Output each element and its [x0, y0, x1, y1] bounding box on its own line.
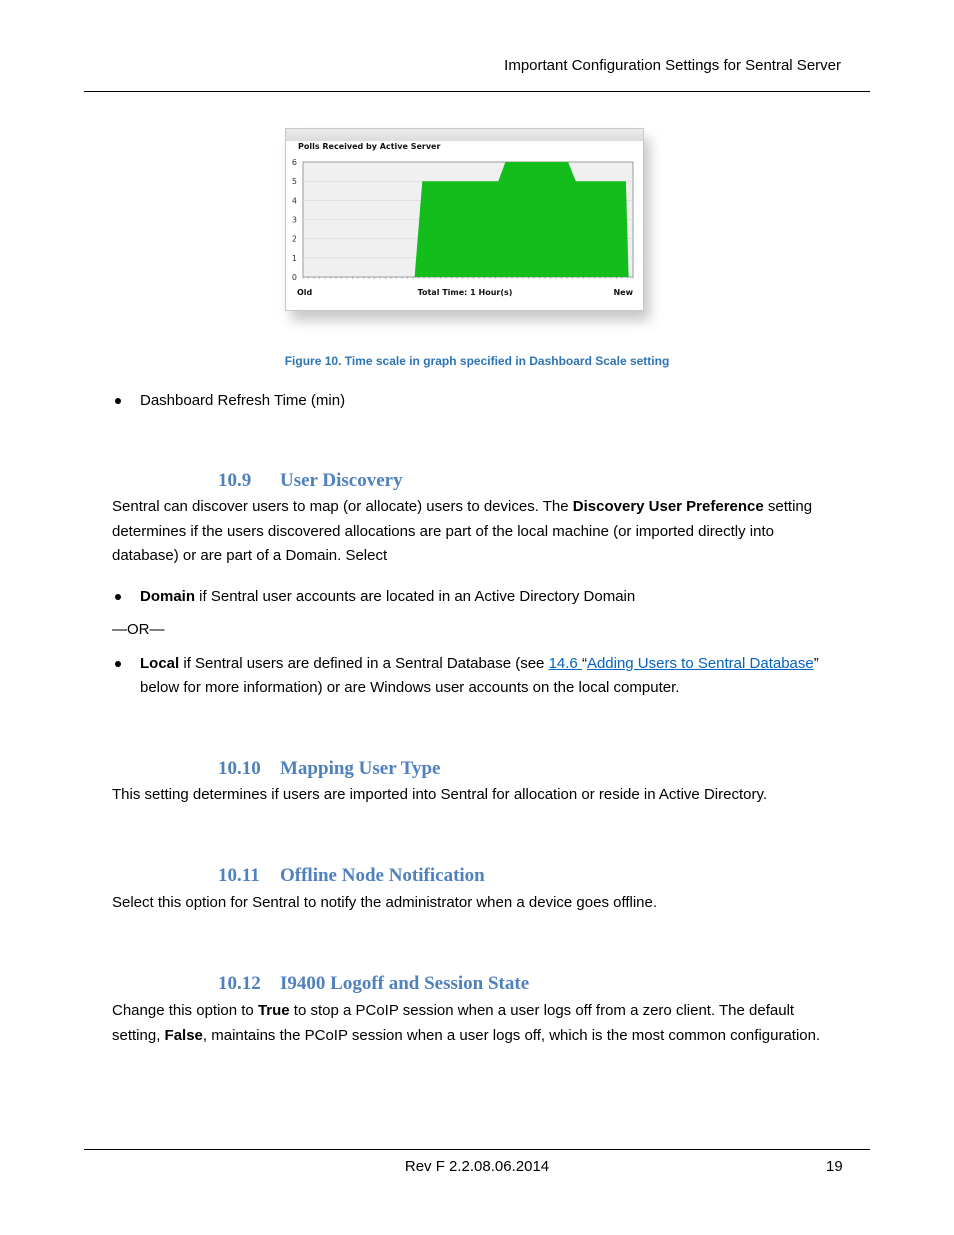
x-axis-label: Total Time: 1 Hour(s) — [417, 288, 513, 297]
text-line: below for more information) or are Windows user accounts on the local computer. — [140, 679, 680, 696]
text-run: setting — [763, 498, 813, 515]
section-number: 10.10 — [218, 758, 261, 779]
x-axis-ticks — [303, 277, 633, 279]
text-run: “ — [581, 655, 587, 672]
text-run: Change this option to — [112, 1002, 258, 1019]
bold-term: Domain — [140, 588, 196, 605]
figure-10 — [285, 128, 644, 311]
paragraph-user-discovery — [112, 495, 812, 569]
y-tick-label: 1 — [291, 253, 297, 263]
section-title: User Discovery — [280, 470, 403, 491]
text-run: to stop a PCoIP session when a user logs off from a zero client. The default — [289, 1002, 795, 1019]
bold-term: False — [164, 1026, 203, 1044]
text-run: Sentral can discover users to map (or allocate) users to devices. The — [112, 498, 573, 515]
section-link-14-6[interactable]: 14.6 — [548, 655, 582, 672]
bold-term: Local — [140, 655, 180, 672]
y-tick-label: 2 — [291, 234, 297, 244]
y-tick-label: 6 — [291, 158, 297, 167]
or-separator: —OR— — [112, 621, 165, 638]
text-run: setting, — [112, 1026, 165, 1044]
y-tick-label: 0 — [291, 273, 297, 282]
page-number: 19 — [826, 1158, 843, 1175]
polls-chart — [286, 129, 645, 312]
section-title: I9400 Logoff and Session State — [280, 973, 530, 994]
section-number: 10.12 — [218, 973, 261, 994]
bold-term: True — [257, 1002, 290, 1019]
paragraph-offline-node: Select this option for Sentral to notify the administrator when a device goes offline. — [112, 894, 658, 911]
paragraph-mapping-user-type: This setting determines if users are imported into Sentral for allocation or reside in Active Directory. — [112, 786, 768, 803]
y-tick-label: 5 — [291, 177, 297, 187]
figure-caption: Figure 10. Time scale in graph specified in Dashboard Scale setting — [284, 354, 670, 368]
section-title: Mapping User Type — [280, 758, 441, 779]
running-header: Important Configuration Settings for Sentral Server — [504, 57, 841, 74]
paragraph-logoff-session — [112, 999, 820, 1048]
footer-rule — [84, 1149, 870, 1150]
text-run: if Sentral users are defined in a Sentral Database (see — [179, 655, 549, 672]
text-run: if Sentral user accounts are located in an Active Directory Domain — [195, 588, 636, 605]
y-axis — [292, 158, 297, 282]
bullet-icon — [115, 398, 121, 404]
chart-frame — [285, 128, 644, 311]
text-run: , maintains the PCoIP session when a user logs off, which is the most common configuration. — [202, 1026, 821, 1044]
bold-term: Discovery User Preference — [572, 498, 764, 515]
list-item-text: Dashboard Refresh Time (min) — [140, 392, 346, 409]
y-tick-label: 3 — [291, 215, 297, 225]
list-item-text — [140, 585, 635, 609]
x-end-label: New — [613, 288, 633, 297]
section-number: 10.9 — [218, 470, 252, 491]
y-tick-label: 4 — [291, 196, 297, 206]
section-heading-10-12 — [218, 973, 529, 995]
footer-revision: Rev F 2.2.08.06.2014 — [404, 1158, 550, 1175]
section-heading-10-11 — [218, 865, 485, 887]
link-adding-users[interactable]: Adding Users to Sentral Database — [586, 655, 814, 672]
chart-title: Polls Received by Active Server — [298, 142, 441, 151]
section-heading-10-10 — [218, 758, 440, 780]
section-number: 10.11 — [218, 865, 260, 886]
text-run: ” — [813, 655, 819, 672]
header-rule — [84, 91, 870, 92]
text-line: determines if the users discovered allocations are part of the local machine (or imported directly into — [112, 522, 774, 540]
bullet-icon — [115, 594, 121, 600]
section-heading-10-9 — [218, 470, 403, 492]
section-title: Offline Node Notification — [280, 865, 485, 886]
x-start-label: Old — [297, 288, 313, 297]
text-line: database) or are part of a Domain. Select — [112, 547, 388, 564]
list-item-text — [140, 652, 819, 700]
bullet-icon — [115, 661, 121, 667]
